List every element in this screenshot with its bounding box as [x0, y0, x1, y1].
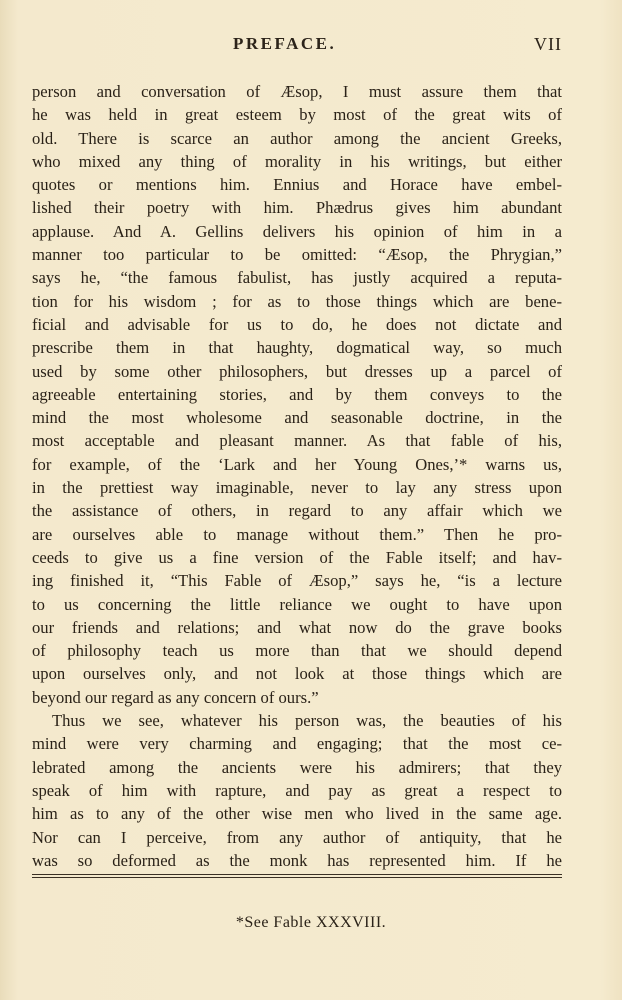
text-line: used by some other philosophers, but dresses up a parcel of — [32, 361, 562, 381]
text-line: ficial and advisable for us to do, he does not dictate and — [32, 314, 562, 334]
text-line: ing finished it, “This Fable of Æsop,” says he, “is a lecture — [32, 571, 562, 591]
text-line: in the prettiest way imaginable, never to lay any stress upon — [32, 478, 562, 498]
text-line: ceeds to give us a fine version of the Fable itself; and hav- — [32, 547, 562, 567]
text-line: agreeable entertaining stories, and by them conveys to the — [32, 384, 562, 404]
text-line: him as to any of the other wise men who lived in the same age. — [32, 804, 562, 824]
text-line: mind were very charming and engaging; that the most ce- — [32, 734, 562, 754]
text-line: our friends and relations; and what now do the grave books — [32, 617, 562, 637]
text-line: manner too particular to be omitted: “Æsop, the Phrygian,” — [32, 245, 562, 265]
text-line: who mixed any thing of morality in his writings, but either — [32, 151, 562, 171]
text-line: lished their poetry with him. Phædrus gives him abundant — [32, 198, 562, 218]
rule-line-top — [32, 874, 562, 875]
text-line: of philosophy teach us more than that we should depend — [32, 641, 562, 661]
text-line: lebrated among the ancients were his admirers; that they — [32, 757, 562, 777]
text-line: the assistance of others, in regard to any affair which we — [32, 501, 562, 521]
text-line: applause. And A. Gellins delivers his opinion of him in a — [32, 221, 562, 241]
text-line: to us concerning the little reliance we ought to have upon — [32, 594, 562, 614]
text-line: was so deformed as the monk has represented him. If he — [32, 850, 562, 870]
text-line: speak of him with rapture, and pay as great a respect to — [32, 780, 562, 800]
text-line: says he, “the famous fabulist, has justly acquired a reputa- — [32, 268, 562, 288]
text-line: are ourselves able to manage without them.” Then he pro- — [32, 524, 562, 544]
text-line: prescribe them in that haughty, dogmatical way, so much — [32, 338, 562, 358]
text-line: upon ourselves only, and not look at those things which are — [32, 664, 562, 684]
paragraph — [32, 709, 562, 872]
text-line: most acceptable and pleasant manner. As that fable of his, — [32, 431, 562, 451]
running-title: PREFACE. — [233, 34, 337, 53]
page-number: VII — [534, 34, 562, 54]
paragraph-container — [32, 80, 562, 872]
footnote: *See Fable XXXVIII. — [235, 914, 387, 931]
rule-line-bottom — [32, 877, 562, 878]
body-text — [32, 80, 562, 872]
text-line: quotes or mentions him. Ennius and Horace have embel- — [32, 175, 562, 195]
text-line: Nor can I perceive, from any author of antiquity, that he — [32, 827, 562, 847]
page-header — [0, 34, 622, 60]
text-line: he was held in great esteem by most of the great wits of — [32, 105, 562, 125]
footnote-rule — [32, 874, 562, 882]
paragraph — [32, 80, 562, 709]
text-line: tion for his wisdom ; for as to those things which are bene- — [32, 291, 562, 311]
text-line: mind the most wholesome and seasonable doctrine, in the — [32, 408, 562, 428]
text-line: person and conversation of Æsop, I must assure them that — [32, 82, 562, 101]
text-line: for example, of the ‘Lark and her Young Ones,’* warns us, — [32, 454, 562, 474]
text-line: Thus we see, whatever his person was, the beauties of his — [52, 711, 562, 731]
text-line: old. There is scarce an author among the ancient Greeks, — [32, 128, 562, 148]
text-line: beyond our regard as any concern of ours.” — [32, 687, 319, 707]
